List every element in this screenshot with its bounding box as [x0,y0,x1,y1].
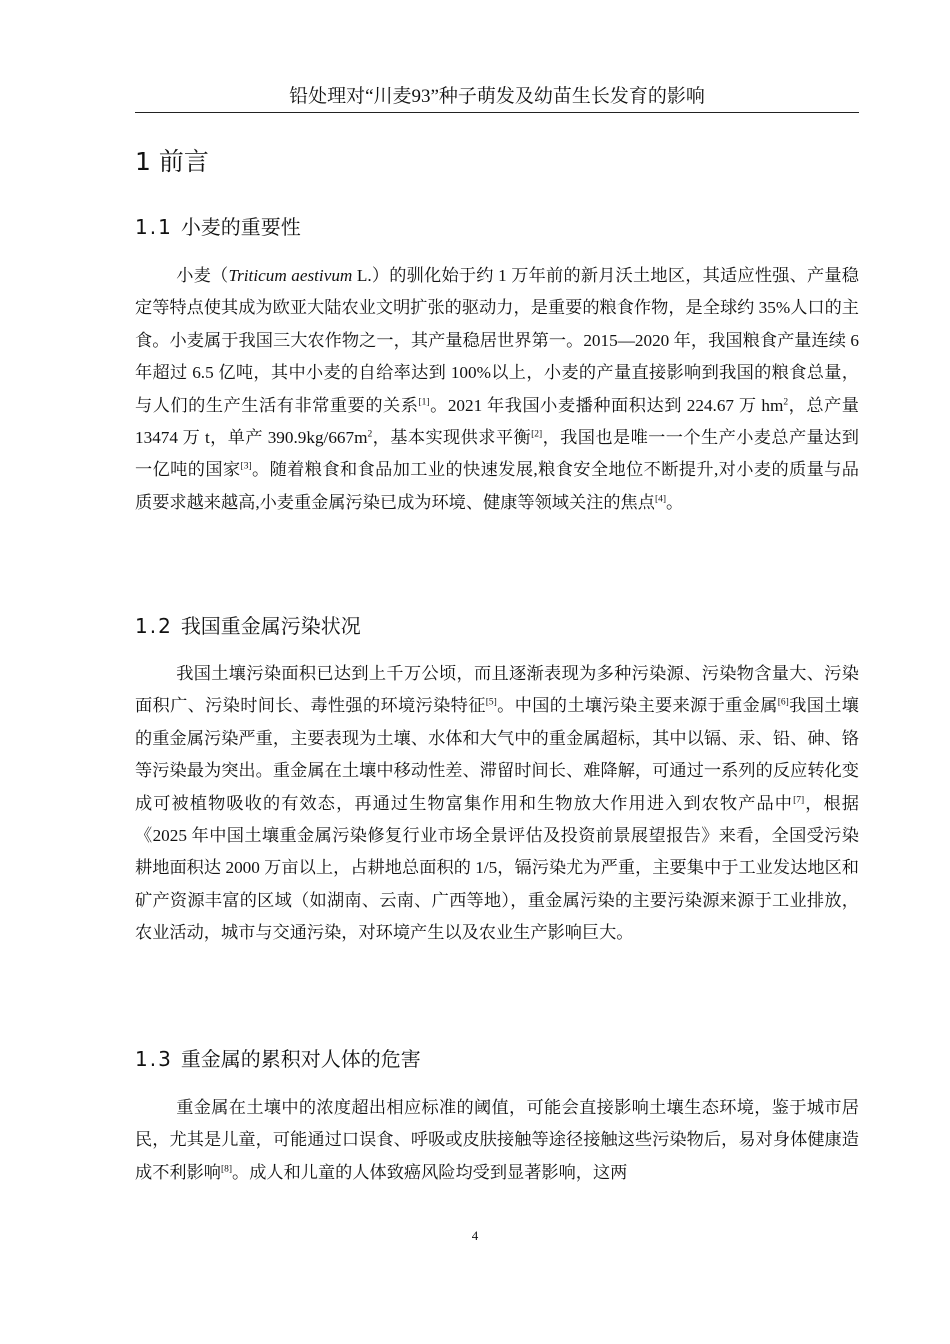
citation: [8] [220,1164,233,1175]
paragraph-wheat-importance [135,260,859,519]
superscript: 2 [367,429,373,440]
running-header: 铅处理对“川麦93”种子萌发及幼苗生长发育的影响 [135,82,859,113]
text-run: 。 [666,492,684,512]
section-heading-1: 1 前言 [135,147,209,176]
text-run: 我国土壤污染面积已达到上千万公顷，而且逐渐表现为多种污染源、污染物含量大、污染 面积广、污染时间长、毒性强的环境污染特征 [135,664,859,716]
citation: [2] [531,429,543,440]
page-number: 4 [471,1228,479,1243]
subsection-number: 1.2 [135,614,173,638]
paragraph-heavy-metal-pollution [135,658,859,950]
species-name: Triticum aestivum [228,266,353,285]
citation: [7] [793,794,805,805]
subsection-title: 重金属的累积对人体的危害 [180,1047,421,1071]
text-run: 。成人和儿童的人体致癌风险均受到显著影响，这两 [232,1162,628,1182]
subsection-title: 我国重金属污染状况 [180,614,361,638]
text-run: 重金属在土壤中的浓度超出相应标准的阈值，可能会直接影响土壤生态环境，鉴于城市居民，尤其是儿童，可能通过口误食、呼吸或皮肤接触等途径接触这些污染物后，易对身体健康造成不利影响 [135,1098,859,1182]
subsection-number: 1.1 [135,215,173,239]
superscript: 2 [783,396,789,407]
text-run: ，我国也是唯一一个生产小麦总产量达到一亿吨的国家 [135,428,859,480]
text-run: 我国土壤的重金属污染严重，主要表现为土壤、水体和大气中的重金属超标，其中以镉、汞、铅、砷、铬等污染最为突出。重金属在土壤中移动性差、滞留时间长、难降解，可通过一系列的反应转化变成可被植物吸收的有效态，再通过生物富集作用和生物放大作用进入到农牧产品中 [135,696,859,813]
text-run: 小麦（ [176,266,229,285]
citation: [4] [654,494,667,505]
text-run: 。中国的土壤污染主要来源于重金属 [496,696,778,716]
subsection-heading-1-2 [135,611,361,641]
citation: [1] [418,396,430,407]
subsection-heading-1-3 [135,1044,421,1074]
text-run: ，基本实现供求平衡 [372,428,532,448]
text-run: 。随着粮食和食品加工业的快速发展,粮食安全地位不断提升,对小麦的质量与品质要求越来越高,小麦重金属污染已成为环境、健康等领域关注的焦点 [135,460,859,512]
text-run: 。2021 年我国小麦播种面积达到 224.67 万 hm [429,395,784,415]
citation: [3] [240,461,252,472]
paragraph-health-hazard [135,1092,859,1189]
subsection-title: 小麦的重要性 [180,215,301,239]
text-run: ，根据《2025 年中国土壤重金属污染修复行业市场全景评估及投资前景展望报告》来看，全国受污染耕地面积达 2000 万亩以上，占耕地总面积的 1/5，镉污染尤为严重，主要集中于工业发达地区和矿产资源丰富的区域（如湖南、云南、广西等地），重金属污染的主要污染源来源于工业排放，农业活动，城市与交通污染，对环境产生以及农业生产影响巨大。 [135,793,859,943]
subsection-heading-1-1 [135,212,301,242]
citation: [5] [485,697,497,708]
text-run: L.）的驯化始于约 1 万年前的新月沃土地区，其适应性强、产量稳定等特点使其成为欧亚大陆农业文明扩张的驱动力，是重要的粮食作物，是全球约 35%人口的主食。小麦属于我国三大农作物之一，其产量稳居世界第一。2015—2020 年，我国粮食产量连续 6 年超过 6.5 亿吨，其中小麦的自给率达到 100%以上，小麦的产量直接影响到我国的粮食总量，与人们的生产生活有非常重要的关系 [135,266,859,415]
citation: [6] [777,697,789,708]
text-run: ，总产量 13474 万 t，单产 390.9kg/667m [135,395,859,448]
subsection-number: 1.3 [135,1047,173,1071]
